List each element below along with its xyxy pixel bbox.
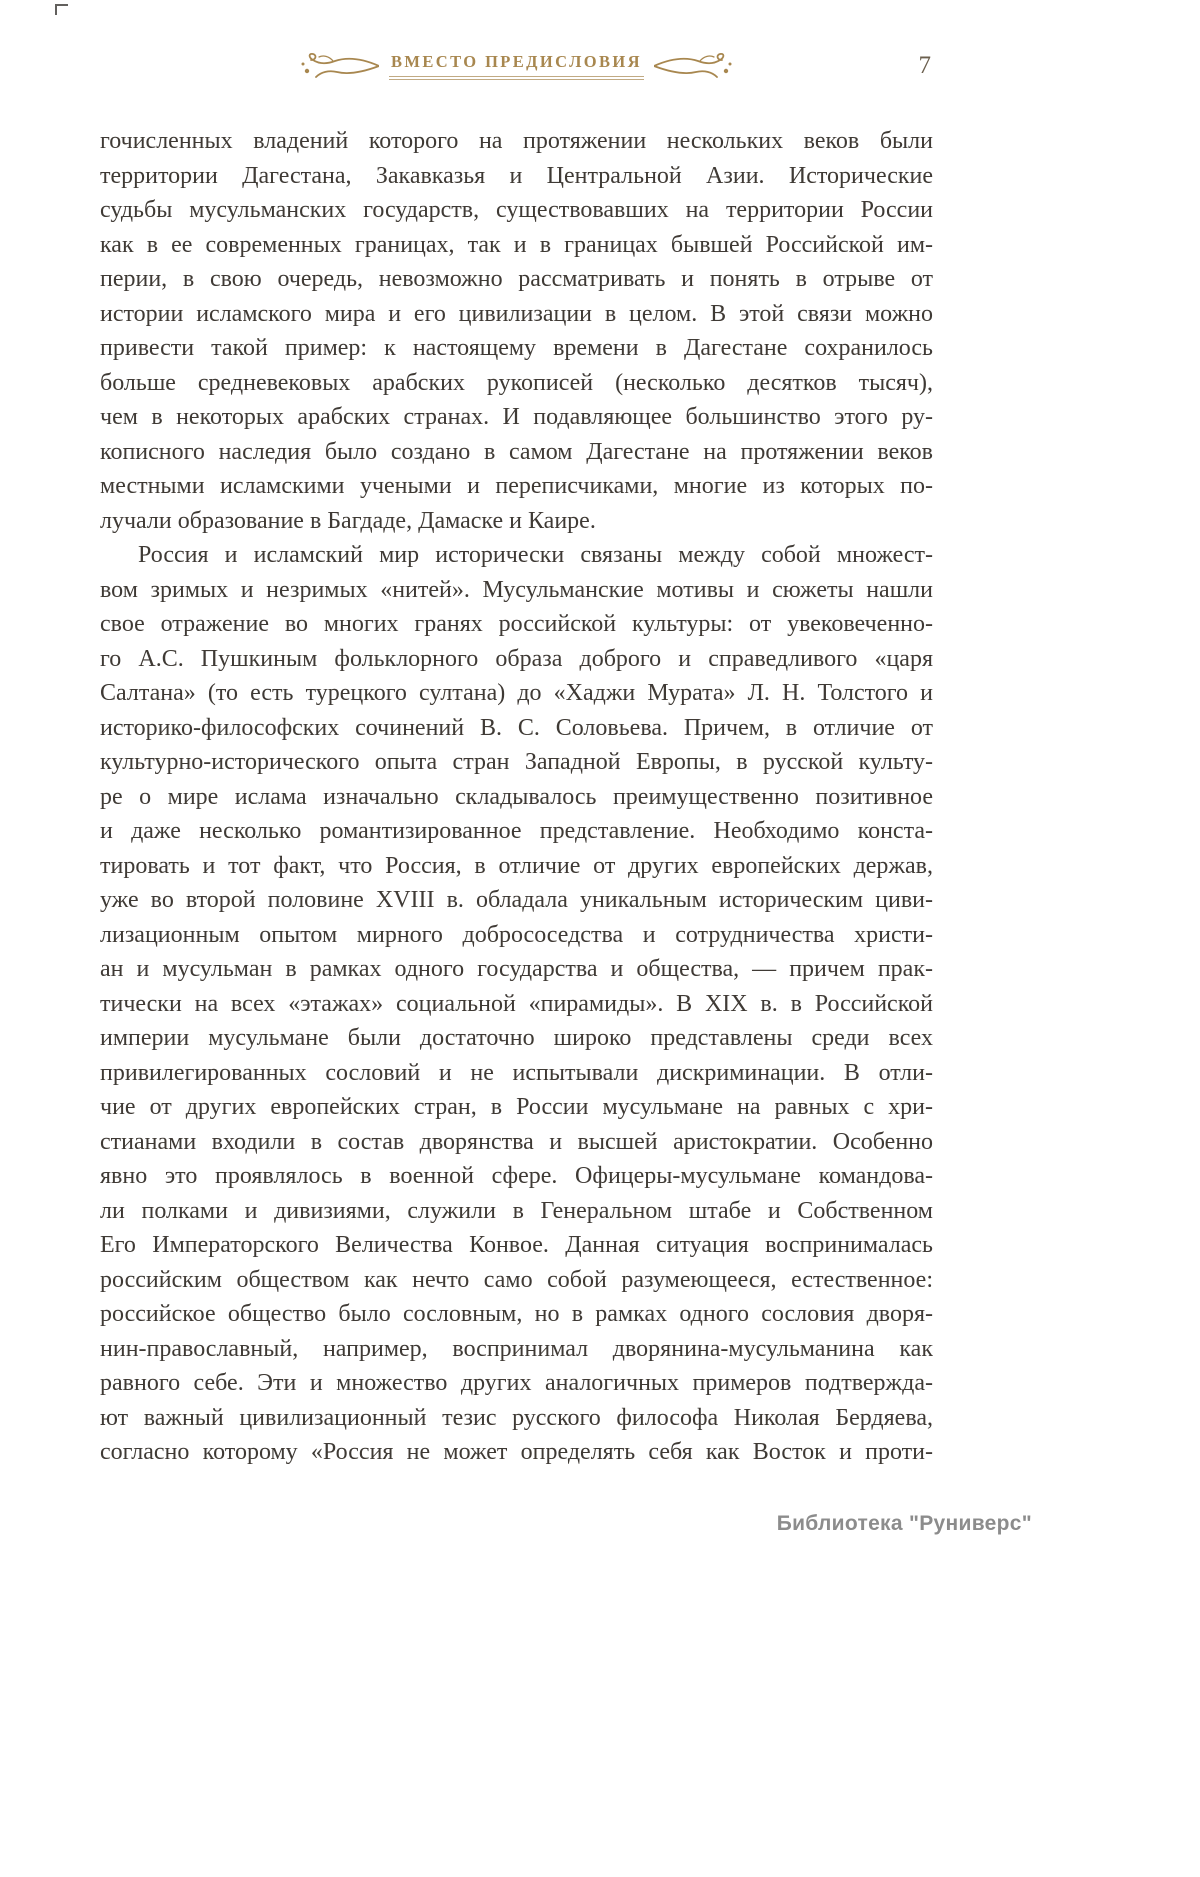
text-line: лучали образование в Багдаде, Дамаске и Каире. (100, 507, 596, 534)
text-line: империи мусульмане были достаточно широко представлены среди всех (100, 1025, 933, 1051)
text-line: равного себе. Эти и множество других аналогичных примеров подтвержда- (100, 1370, 933, 1396)
text-line: ли полками и дивизиями, служили в Генеральном штабе и Собственном (100, 1197, 933, 1224)
text-line: и даже несколько романтизированное представление. Необходимо конста- (100, 818, 933, 844)
text-line: привилегированных сословий и не испытывали дискриминации. В отли- (100, 1059, 933, 1086)
text-line: согласно которому «Россия не может определять себя как Восток и проти- (100, 1439, 933, 1465)
text-line: лизационным опытом мирного добрососедства и сотрудничества христи- (100, 921, 933, 948)
text-line: кописного наследия было создано в самом Дагестане на протяжении веков (100, 438, 933, 465)
text-line: чем в некоторых арабских странах. И подавляющее большинство этого ру- (100, 404, 933, 430)
running-head-title-block (391, 52, 642, 80)
text-line: территории Дагестана, Закавказья и Центральной Азии. Исторические (100, 162, 933, 189)
text-line: свое отражение во многих гранях российской культуры: от увековеченно- (100, 611, 933, 637)
body-text (100, 124, 933, 1470)
text-line: вом зримых и незримых «нитей». Мусульманские мотивы и сюжеты нашли (100, 576, 933, 603)
text-line: тически на всех «этажах» социальной «пирамиды». В XIX в. в Российской (100, 990, 933, 1017)
library-watermark: Библиотека "Руниверс" (776, 1512, 1032, 1535)
text-line: уже во второй половине XVIII в. обладала уникальным историческим циви- (100, 887, 933, 913)
page-header (100, 52, 933, 98)
text-line: больше средневековых арабских рукописей (несколько десятков тысяч), (100, 369, 933, 396)
text-line: российским обществом как нечто само собой разумеющееся, естественное: (100, 1266, 933, 1293)
text-line: как в ее современных границах, так и в границах бывшей Российской им- (100, 231, 933, 258)
text-line: гочисленных владений которого на протяжении нескольких веков были (100, 128, 933, 154)
scan-corner-mark (55, 4, 68, 15)
text-line: историко-философских сочинений В. С. Соловьева. Причем, в отличие от (100, 714, 933, 741)
text-line: тировать и тот факт, что Россия, в отличие от других европейских держав, (100, 852, 933, 879)
text-line: ют важный цивилизационный тезис русского философа Николая Бердяева, (100, 1404, 933, 1431)
text-line: ре о мире ислама изначально складывалось преимущественно позитивное (100, 783, 933, 810)
text-line: Салтана» (то есть турецкого султана) до «Хаджи Мурата» Л. Н. Толстого и (100, 680, 933, 706)
text-line: Его Императорского Величества Конвое. Данная ситуация воспринималась (100, 1232, 933, 1258)
text-line: стианами входили в состав дворянства и высшей аристократии. Особенно (100, 1128, 933, 1155)
page-number: 7 (918, 52, 931, 79)
text-line: привести такой пример: к настоящему времени в Дагестане сохранилось (100, 335, 933, 361)
paragraph (100, 124, 933, 538)
text-line: чие от других европейских стран, в России мусульмане на равных с хри- (100, 1094, 933, 1120)
floral-scroll-left-icon (299, 52, 379, 80)
text-line: российское общество было сословным, но в рамках одного сословия дворя- (100, 1301, 933, 1327)
header-double-rule (389, 76, 645, 80)
text-line: нин-православный, например, воспринимал дворянина-мусульманина как (100, 1335, 933, 1362)
text-line: го А.С. Пушкиным фольклорного образа доброго и справедливого «царя (100, 645, 933, 672)
text-line: местными исламскими учеными и переписчиками, многие из которых по- (100, 473, 933, 499)
running-head (100, 52, 933, 80)
text-line: культурно-исторического опыта стран Западной Европы, в русской культу- (100, 749, 933, 775)
running-head-title: ВМЕСТО ПРЕДИСЛОВИЯ (391, 52, 642, 71)
text-line: судьбы мусульманских государств, существовавших на территории России (100, 197, 933, 223)
paragraph (100, 538, 933, 1470)
floral-scroll-right-icon (654, 52, 734, 80)
text-line: перии, в свою очередь, невозможно рассматривать и понять в отрыве от (100, 266, 933, 292)
text-line: явно это проявлялось в военной сфере. Офицеры-мусульмане командова- (100, 1163, 933, 1189)
text-line: истории исламского мира и его цивилизации в целом. В этой связи можно (100, 300, 933, 327)
text-line: ан и мусульман в рамках одного государства и общества, — причем прак- (100, 956, 933, 982)
text-line: Россия и исламский мир исторически связаны между собой множест- (138, 542, 933, 568)
